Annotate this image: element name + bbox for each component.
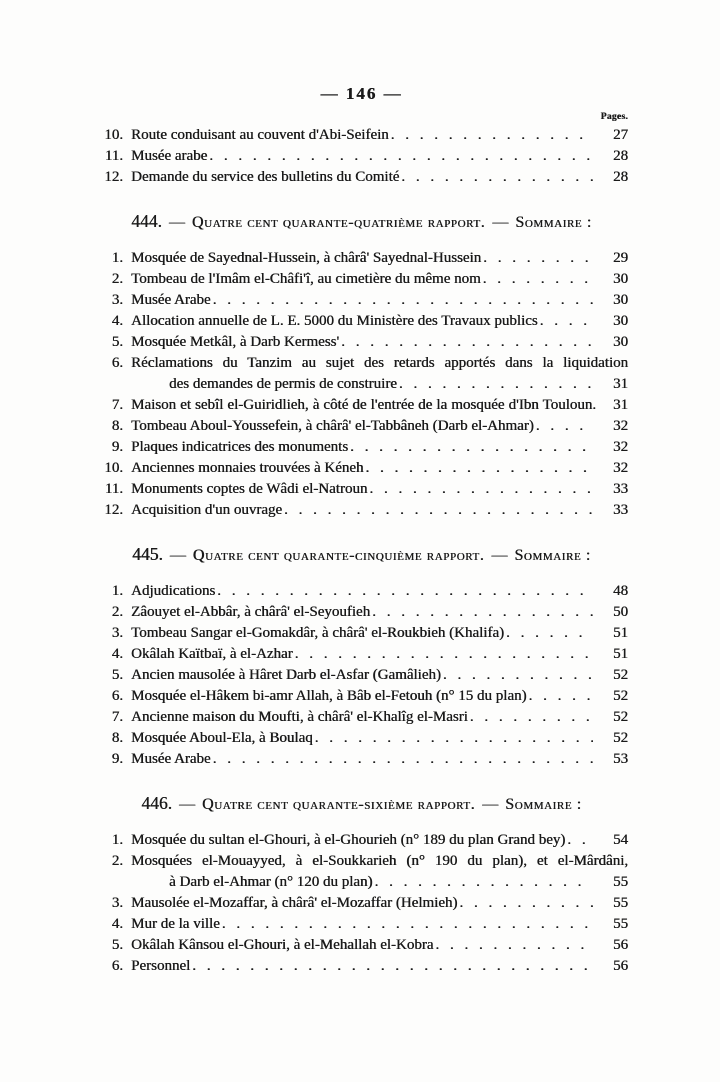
entry-number: 3. bbox=[111, 292, 123, 308]
entry-page-number: 48 bbox=[613, 583, 628, 599]
entry-number: 1. bbox=[111, 583, 123, 599]
toc-entry-row bbox=[95, 851, 628, 872]
entry-number: 5. bbox=[111, 937, 123, 953]
toc-entry-row bbox=[95, 269, 628, 290]
entry-page-number: 50 bbox=[613, 604, 628, 620]
entry-number: 12. bbox=[104, 502, 123, 518]
report-section bbox=[95, 211, 628, 521]
dot-leader bbox=[374, 872, 593, 893]
dot-leader bbox=[459, 893, 593, 914]
toc-entry-row bbox=[95, 914, 628, 935]
dot-leader bbox=[295, 644, 593, 665]
toc-entry-row bbox=[95, 935, 628, 956]
toc-entry-row bbox=[95, 290, 628, 311]
entry-number: 12. bbox=[104, 169, 123, 185]
entry-page-number: 33 bbox=[613, 481, 628, 497]
entry-number: 6. bbox=[111, 958, 123, 974]
report-title: Quatre cent quarante-sixième rapport. bbox=[201, 796, 476, 813]
toc-entry-row bbox=[95, 602, 628, 623]
toc-entry-row bbox=[95, 749, 628, 770]
heading-dash: — bbox=[482, 796, 499, 813]
entry-number: 2. bbox=[111, 853, 123, 869]
entry-number: 4. bbox=[111, 916, 123, 932]
report-section bbox=[95, 793, 628, 977]
entry-page-number: 30 bbox=[613, 271, 628, 287]
entry-number: 6. bbox=[111, 688, 123, 704]
entry-page-number: 55 bbox=[613, 916, 628, 932]
dot-leader bbox=[443, 665, 593, 686]
dot-leader bbox=[435, 935, 593, 956]
entry-page-number: 28 bbox=[613, 169, 628, 185]
entry-text: Monuments coptes de Wâdi el-Natroun bbox=[131, 481, 368, 497]
toc-entry-row bbox=[95, 353, 628, 374]
dot-leader bbox=[222, 914, 593, 935]
toc-entry-row bbox=[95, 893, 628, 914]
entry-text: Zâouyet el-Abbâr, à chârâ' el-Seyoufieh bbox=[131, 604, 371, 620]
entry-page-number: 30 bbox=[613, 313, 628, 329]
dot-leader bbox=[528, 686, 593, 707]
entry-text: Ancien mausolée à Hâret Darb el-Asfar (Gamâlieh) bbox=[131, 667, 441, 683]
dot-leader bbox=[401, 167, 593, 188]
dot-leader bbox=[391, 125, 593, 146]
entry-number: 11. bbox=[104, 481, 123, 497]
dot-leader bbox=[209, 146, 593, 167]
report-title: Quatre cent quarante-cinquième rapport. bbox=[192, 547, 485, 564]
entry-page-number: 53 bbox=[613, 751, 628, 767]
toc-entry-row bbox=[95, 332, 628, 353]
toc-entry-row bbox=[95, 665, 628, 686]
toc-entry-row bbox=[95, 125, 628, 146]
report-number: 446. bbox=[141, 793, 172, 813]
entry-page-number: 29 bbox=[613, 250, 628, 266]
entry-number: 2. bbox=[111, 271, 123, 287]
entry-text: Anciennes monnaies trouvées à Kéneh bbox=[131, 460, 364, 476]
entry-number: 11. bbox=[104, 148, 123, 164]
entry-text: Mosquée Aboul-Ela, à Boulaq bbox=[131, 730, 313, 746]
entry-number: 1. bbox=[111, 250, 123, 266]
report-title: Quatre cent quarante-quatrième rapport. bbox=[191, 214, 486, 231]
heading-dash: — bbox=[168, 214, 185, 231]
dot-leader bbox=[369, 479, 593, 500]
entry-text: Tombeau de l'Imâm el-Châfi'î, au cimetière du même nom bbox=[131, 271, 481, 287]
entry-number: 3. bbox=[111, 895, 123, 911]
entry-number: 5. bbox=[111, 667, 123, 683]
entry-text: Allocation annuelle de L. E. 5000 du Ministère des Travaux publics bbox=[131, 313, 538, 329]
entry-page-number: 30 bbox=[613, 292, 628, 308]
toc-entry-row bbox=[95, 644, 628, 665]
dot-leader bbox=[213, 749, 593, 770]
entry-page-number: 27 bbox=[613, 127, 628, 143]
entry-text: Musée Arabe bbox=[131, 751, 211, 767]
entry-page-number: 52 bbox=[613, 688, 628, 704]
report-number: 444. bbox=[131, 211, 162, 231]
toc-entry-row bbox=[95, 395, 628, 416]
dot-leader bbox=[399, 374, 593, 395]
toc-entry-row bbox=[95, 146, 628, 167]
entry-text: Okâlah Kaïtbaï, à el-Azhar bbox=[131, 646, 293, 662]
entry-page-number: 51 bbox=[613, 625, 628, 641]
dot-leader bbox=[192, 956, 593, 977]
entry-number: 5. bbox=[111, 334, 123, 350]
dot-leader bbox=[506, 623, 593, 644]
sommaire-label: Sommaire : bbox=[505, 796, 582, 813]
entry-number: 9. bbox=[111, 439, 123, 455]
entry-number: 6. bbox=[111, 355, 123, 371]
entry-page-number: 28 bbox=[613, 148, 628, 164]
entry-number: 10. bbox=[104, 127, 123, 143]
toc-entry-row bbox=[95, 374, 628, 395]
sommaire-label: Sommaire : bbox=[514, 547, 591, 564]
report-heading bbox=[95, 793, 628, 814]
dot-leader bbox=[540, 311, 593, 332]
dot-leader bbox=[284, 500, 593, 521]
entry-text: Réclamations du Tanzim au sujet des retards apportés dans la liquidation bbox=[131, 355, 628, 371]
entry-number: 3. bbox=[111, 625, 123, 641]
entry-text: Route conduisant au couvent d'Abi-Seifein bbox=[131, 127, 389, 143]
toc-entry-row bbox=[95, 872, 628, 893]
entry-page-number: 56 bbox=[613, 958, 628, 974]
entry-text: Okâlah Kânsou el-Ghouri, à el-Mehallah el-Kobra bbox=[131, 937, 434, 953]
entry-text: Mosquée Metkâl, à Darb Kermess' bbox=[131, 334, 340, 350]
toc-entry-row bbox=[95, 458, 628, 479]
entry-page-number: 32 bbox=[613, 418, 628, 434]
dot-leader bbox=[341, 332, 593, 353]
toc-entry-row bbox=[95, 623, 628, 644]
heading-dash: — bbox=[178, 796, 195, 813]
toc-entry-row bbox=[95, 728, 628, 749]
toc-entry-row bbox=[95, 956, 628, 977]
entry-text: Ancienne maison du Moufti, à chârâ' el-Khalîg el-Masri bbox=[131, 709, 468, 725]
entry-text: Tombeau Aboul-Youssefein, à chârâ' el-Tabbâneh (Darb el-Ahmar) bbox=[131, 418, 534, 434]
entry-text: Mosquée el-Hâkem bi-amr Allah, à Bâb el-Fetouh (n° 15 du plan) bbox=[131, 688, 527, 704]
toc-entry-row bbox=[95, 437, 628, 458]
entry-text: Maison et sebîl el-Guiridlieh, à côté de l'entrée de la mosquée d'Ibn Touloun. bbox=[131, 397, 596, 413]
heading-dash: — bbox=[492, 214, 509, 231]
dot-leader bbox=[315, 728, 593, 749]
page-folio: — 146 — bbox=[320, 84, 403, 103]
entry-page-number: 52 bbox=[613, 709, 628, 725]
entry-number: 7. bbox=[111, 397, 123, 413]
report-section bbox=[95, 544, 628, 770]
dot-leader bbox=[350, 437, 593, 458]
entry-text: Musée Arabe bbox=[131, 292, 211, 308]
toc-entry-row bbox=[95, 311, 628, 332]
report-heading bbox=[95, 544, 628, 565]
toc-entry-row bbox=[95, 707, 628, 728]
entry-page-number: 52 bbox=[613, 730, 628, 746]
report-section bbox=[95, 125, 628, 188]
entry-page-number: 32 bbox=[613, 460, 628, 476]
dot-leader bbox=[483, 248, 593, 269]
entry-number: 4. bbox=[111, 646, 123, 662]
entry-number: 1. bbox=[111, 832, 123, 848]
toc-entry-row bbox=[95, 167, 628, 188]
table-of-contents bbox=[95, 125, 628, 977]
entry-page-number: 31 bbox=[613, 376, 628, 392]
entry-number: 10. bbox=[104, 460, 123, 476]
entry-text: Tombeau Sangar el-Gomakdâr, à chârâ' el-Roukbieh (Khalifa) bbox=[131, 625, 504, 641]
toc-entry-row bbox=[95, 248, 628, 269]
entry-number: 2. bbox=[111, 604, 123, 620]
entry-number: 7. bbox=[111, 709, 123, 725]
dot-leader bbox=[365, 458, 593, 479]
entry-page-number: 54 bbox=[613, 832, 628, 848]
entry-text: des demandes de permis de construire bbox=[169, 376, 397, 392]
entry-text: Adjudications bbox=[131, 583, 216, 599]
entry-text: Mausolée el-Mozaffar, à chârâ' el-Mozaffar (Helmieh) bbox=[131, 895, 458, 911]
sommaire-label: Sommaire : bbox=[515, 214, 592, 231]
entry-page-number: 56 bbox=[613, 937, 628, 953]
entry-text: Musée arabe bbox=[131, 148, 208, 164]
entry-text: Mosquée du sultan el-Ghouri, à el-Ghourieh (n° 189 du plan Grand bey) bbox=[131, 832, 566, 848]
heading-dash: — bbox=[169, 547, 186, 564]
toc-entry-row bbox=[95, 581, 628, 602]
dot-leader bbox=[213, 290, 593, 311]
entry-number: 8. bbox=[111, 730, 123, 746]
entry-number: 9. bbox=[111, 751, 123, 767]
entry-page-number: 32 bbox=[613, 439, 628, 455]
entry-text: à Darb el-Ahmar (n° 120 du plan) bbox=[169, 874, 373, 890]
entry-page-number: 51 bbox=[613, 646, 628, 662]
dot-leader bbox=[567, 830, 593, 851]
entry-page-number: 52 bbox=[613, 667, 628, 683]
entry-page-number: 55 bbox=[613, 874, 628, 890]
entry-page-number: 33 bbox=[613, 502, 628, 518]
entry-text: Mosquées el-Mouayyed, à el-Soukkarieh (n° 190 du plan), et el-Mârdâni, bbox=[131, 853, 628, 869]
entry-text: Mur de la ville bbox=[131, 916, 220, 932]
dot-leader bbox=[372, 602, 593, 623]
pages-column-label: Pages. bbox=[600, 112, 628, 122]
toc-entry-row bbox=[95, 830, 628, 851]
report-heading bbox=[95, 211, 628, 232]
entry-page-number: 55 bbox=[613, 895, 628, 911]
entry-number: 8. bbox=[111, 418, 123, 434]
toc-entry-row bbox=[95, 416, 628, 437]
entry-number: 4. bbox=[111, 313, 123, 329]
entry-page-number: 31 bbox=[613, 397, 628, 413]
toc-entry-row bbox=[95, 479, 628, 500]
entry-page-number: 30 bbox=[613, 334, 628, 350]
toc-entry-row bbox=[95, 686, 628, 707]
report-number: 445. bbox=[132, 544, 163, 564]
dot-leader bbox=[483, 269, 593, 290]
entry-text: Plaques indicatrices des monuments bbox=[131, 439, 349, 455]
dot-leader bbox=[470, 707, 593, 728]
dot-leader bbox=[217, 581, 593, 602]
entry-text: Acquisition d'un ouvrage bbox=[131, 502, 283, 518]
entry-text: Demande du service des bulletins du Comité bbox=[131, 169, 400, 185]
dot-leader bbox=[536, 416, 593, 437]
entry-text: Personnel bbox=[131, 958, 191, 974]
entry-text: Mosquée de Sayednal-Hussein, à chârâ' Sayednal-Hussein bbox=[131, 250, 482, 266]
toc-entry-row bbox=[95, 500, 628, 521]
heading-dash: — bbox=[491, 547, 508, 564]
